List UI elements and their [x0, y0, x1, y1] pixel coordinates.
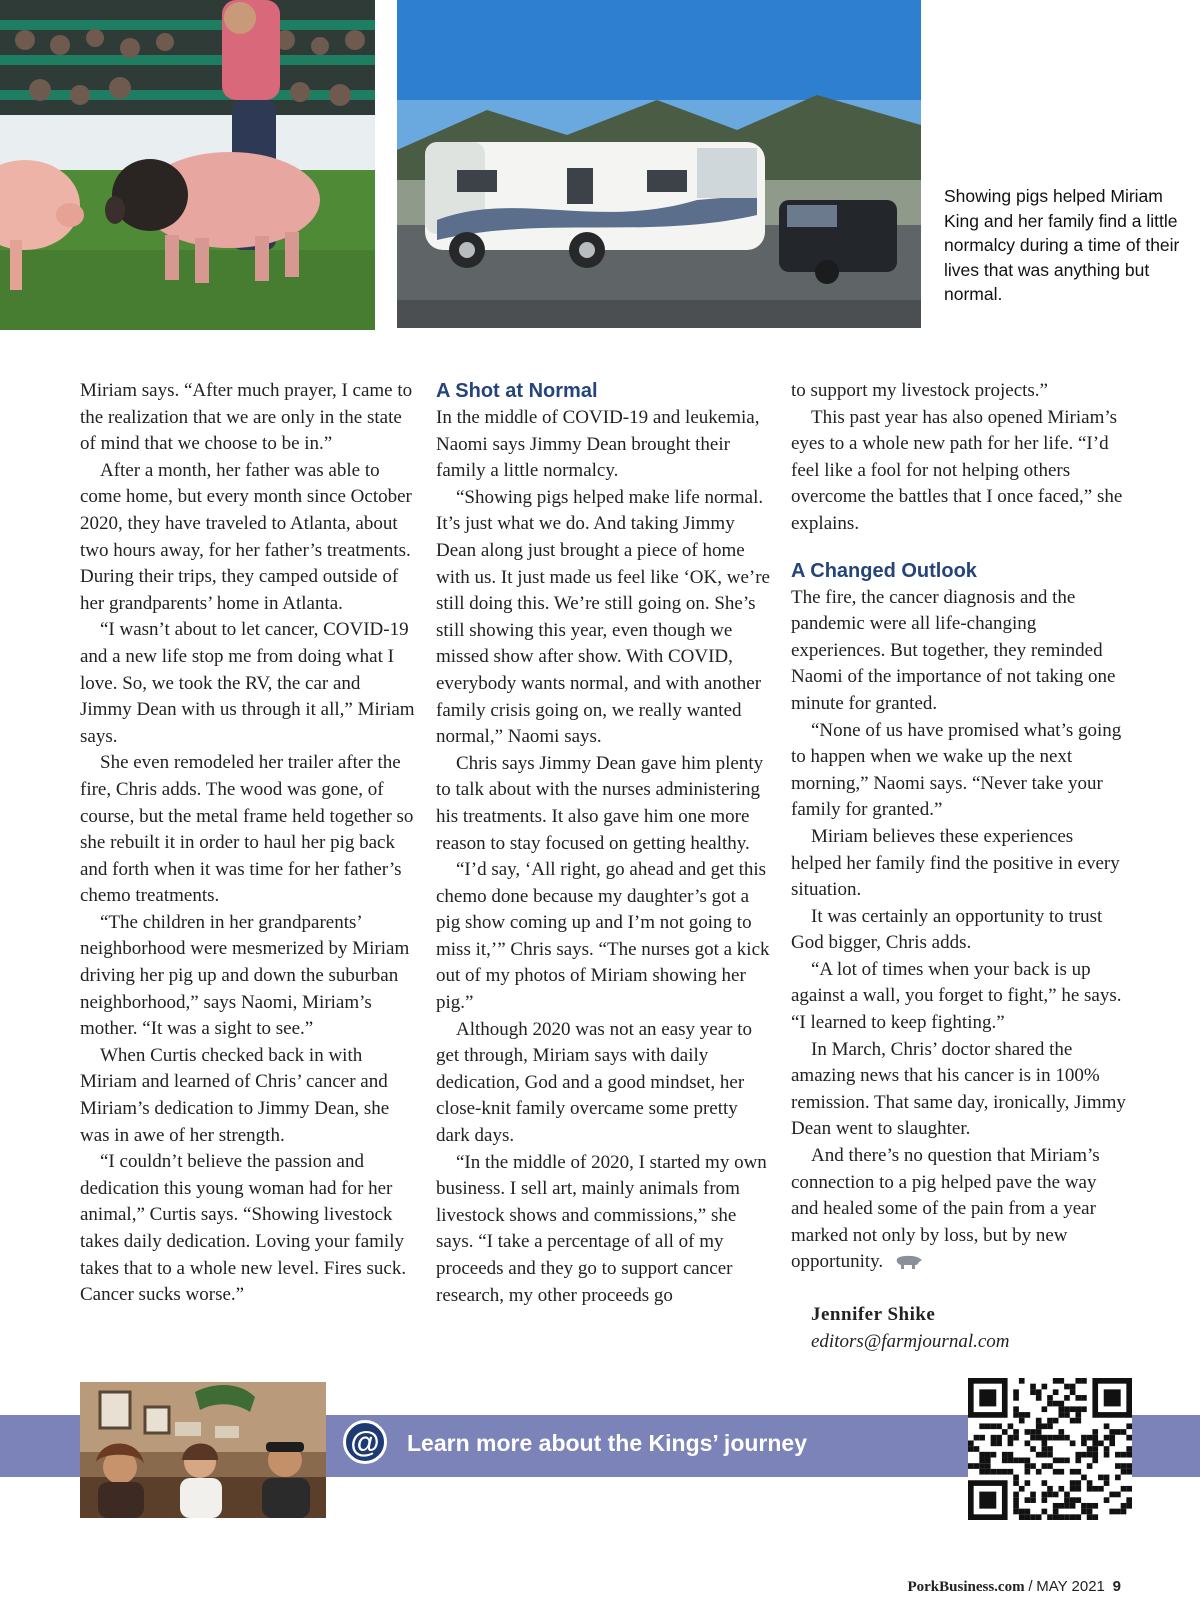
rv-trailer-photo — [397, 0, 921, 328]
article-column-3 — [791, 378, 1126, 1355]
footer-separator: / — [1028, 1578, 1033, 1595]
article-paragraph — [436, 857, 771, 1017]
article-paragraph — [80, 1149, 415, 1309]
article-column-2 — [436, 378, 771, 1309]
paragraph-text: “The children in her grandparents’ neighborhood were mesmerized by Miriam driving her pig up and down the suburban neighborhood,” says Naomi, Miriam’s mother. “It was a sight to see.” — [80, 911, 410, 1040]
paragraph-text: This past year has also opened Miriam’s eyes to a whole new path for her life. “I’d feel like a fool for not helping others overcome the battles that I once faced,” she explains. — [791, 406, 1123, 534]
article-paragraph — [80, 617, 415, 750]
learn-more-text[interactable]: Learn more about the Kings’ journey — [407, 1430, 808, 1456]
article-paragraph — [436, 1017, 771, 1150]
pig-show-photo — [0, 0, 375, 330]
page-number: 9 — [1112, 1578, 1121, 1595]
paragraph-text: “I couldn’t believe the passion and dedication this young woman had for her animal,” Curtis says. “Showing livestock takes daily dedication. Loving your family takes that to a whole new level. Fires suck. Cancer sucks worse.” — [80, 1151, 407, 1306]
article-paragraph — [791, 1037, 1126, 1143]
qr-code[interactable] — [968, 1378, 1132, 1520]
paragraph-text: In March, Chris’ doctor shared the amazing news that his cancer is in 100% remission. That same day, ironically, Jimmy Dean went to slaughter. — [791, 1038, 1126, 1140]
article-paragraph — [791, 824, 1126, 904]
article-paragraph — [436, 751, 771, 857]
article-paragraph — [436, 405, 771, 485]
article-paragraph — [791, 405, 1126, 538]
article-paragraph — [791, 718, 1126, 824]
photo-caption: Showing pigs helped Miriam King and her family find a little normalcy during a time of their lives that was anything but normal. — [944, 186, 1180, 304]
article-paragraph — [80, 750, 415, 910]
family-photo — [80, 1382, 326, 1518]
article-paragraph — [791, 957, 1126, 1037]
paragraph-text: When Curtis checked back in with Miriam and learned of Chris’ cancer and Miriam’s dedication to Jimmy Dean, she was in awe of her strength. — [80, 1044, 390, 1146]
paragraph-text: “A lot of times when your back is up against a wall, you forget to fight,” he says. “I learned to keep fighting.” — [791, 958, 1122, 1034]
byline — [791, 1302, 1126, 1355]
article-paragraph — [80, 1043, 415, 1149]
paragraph-text: It was certainly an opportunity to trust God bigger, Chris adds. — [791, 905, 1103, 954]
paragraph-text: She even remodeled her trailer after the fire, Chris adds. The wood was gone, of course, but the metal frame held together so she rebuilt it in order to haul her pig back and forth when it was time for her father’s chemo treatments. — [80, 752, 414, 907]
paragraph-text: “In the middle of 2020, I started my own business. I sell art, mainly animals from livestock shows and commissions,” she says. “I take a percentage of all of my proceeds and they go to support cancer research, my other proceeds go — [436, 1151, 767, 1306]
paragraph-text: Although 2020 was not an easy year to get through, Miriam says with daily dedication, God and a good mindset, her close-knit family overcame some pretty dark days. — [436, 1018, 753, 1147]
article-paragraph — [80, 378, 415, 458]
paragraph-text: After a month, her father was able to come home, but every month since October 2020, they have traveled to Atlanta, about two hours away, for her father’s treatments. During their trips, they camped outside of her grandparents’ home in Atlanta. — [80, 459, 412, 614]
article-paragraph — [80, 458, 415, 618]
paragraph-text: Chris says Jimmy Dean gave him plenty to talk about with the nurses administering his treatments. It also gave him one more reason to stay focused on getting healthy. — [436, 752, 764, 854]
pig-end-mark-icon — [895, 1254, 923, 1270]
page-footer — [907, 1578, 1121, 1596]
paragraph-text: The fire, the cancer diagnosis and the pandemic were all life-changing experiences. But together, they reminded Naomi of the importance of not taking one minute for granted. — [791, 586, 1116, 714]
paragraph-text: Miriam says. “After much prayer, I came to the realization that we are only in the state of mind that we choose to be in.” — [80, 380, 413, 455]
paragraph-text: “None of us have promised what’s going to happen when we wake up the next morning,” Naomi says. “Never take your family for granted.” — [791, 719, 1122, 821]
article-column-1 — [80, 378, 415, 1309]
paragraph-text: And there’s no question that Miriam’s connection to a pig helped pave the way and healed some of the pain from a year marked not only by loss, but by new opportunity. — [791, 1145, 1100, 1273]
paragraph-text: “I wasn’t about to let cancer, COVID-19 and a new life stop me from doing what I love. So, we took the RV, the car and Jimmy Dean with us through it all,” Miriam says. — [80, 619, 415, 747]
article-paragraph — [791, 378, 1126, 405]
at-sign-icon: @ — [343, 1420, 387, 1464]
section-heading: A Changed Outlook — [791, 559, 977, 582]
paragraph-text: In the middle of COVID-19 and leukemia, Naomi says Jimmy Dean brought their family a little normalcy. — [436, 407, 760, 482]
paragraph-text: to support my livestock projects.” — [791, 380, 1048, 401]
article-paragraph — [791, 1143, 1126, 1276]
article-paragraph — [436, 1150, 771, 1310]
author-name: Jennifer Shike — [811, 1304, 936, 1325]
article-paragraph — [80, 910, 415, 1043]
paragraph-text: “I’d say, ‘All right, go ahead and get this chemo done because my daughter’s got a pig show coming up and I’m not going to miss it,’” Chris says. “The nurses got a kick out of my photos of Miriam showing her pig.” — [436, 859, 770, 1014]
footer-site: PorkBusiness.com — [907, 1579, 1025, 1595]
article-paragraph — [436, 485, 771, 751]
paragraph-text: “Showing pigs helped make life normal. It’s just what we do. And taking Jimmy Dean along just brought a piece of home with us. It just made us feel like ‘OK, we’re still doing this. We’re still going on. She’s still showing this year, even though we missed show after show. With COVID, everybody wants normal, and with another family crisis going on, we really wanted normal,” Naomi says. — [436, 486, 770, 748]
article-paragraph — [791, 904, 1126, 957]
footer-date: MAY 2021 — [1036, 1578, 1105, 1595]
author-email[interactable]: editors@farmjournal.com — [811, 1330, 1010, 1352]
section-heading: A Shot at Normal — [436, 380, 598, 402]
paragraph-text: Miriam believes these experiences helped her family find the positive in every situation. — [791, 825, 1120, 901]
article-paragraph — [791, 585, 1126, 718]
